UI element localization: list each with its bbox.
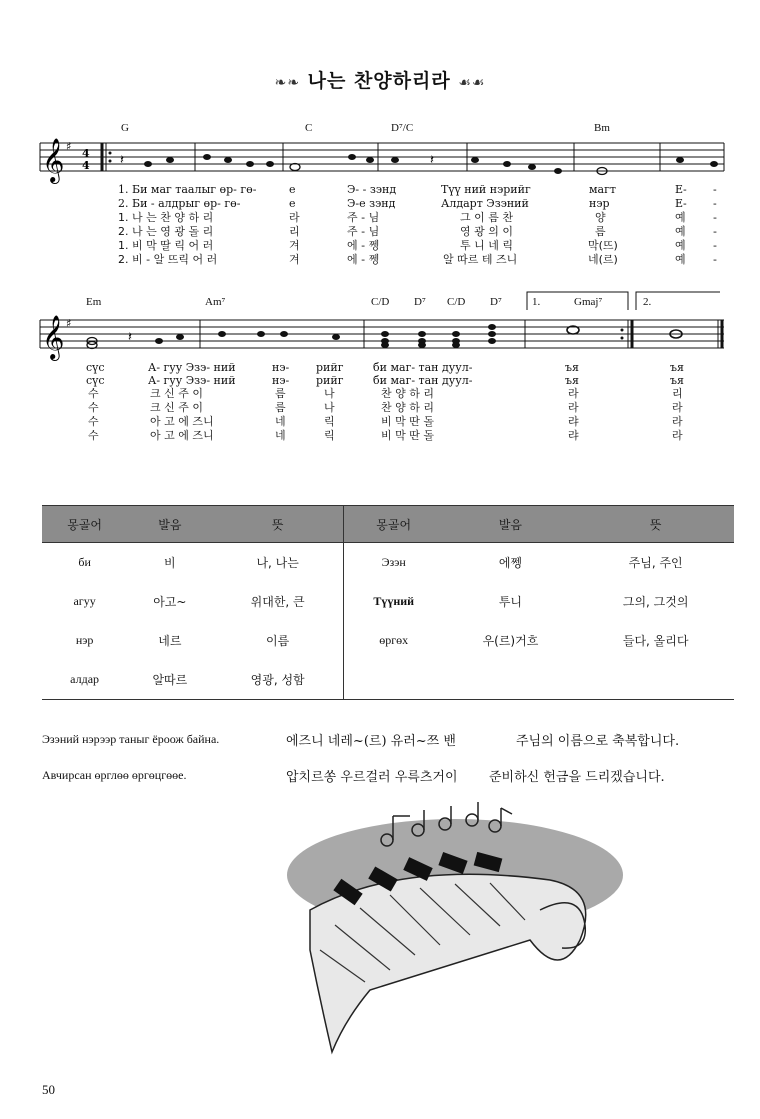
- ending-2-label: 2.: [643, 296, 652, 308]
- lyric-text: би маг- тан дуул-: [373, 374, 473, 387]
- table-row: [42, 621, 734, 660]
- chord-label: D⁷: [490, 296, 502, 308]
- table-cell: 주님, 주인: [628, 556, 683, 570]
- lyric-text: сүс: [86, 374, 105, 387]
- ending-1-label: 1.: [532, 296, 541, 308]
- lyric-text: 주 - 님: [347, 211, 380, 224]
- sentence-pronunciation: 압치르쏭 우르걸러 우륵츠거이: [286, 770, 458, 785]
- chord-label: Em: [86, 296, 102, 308]
- chord-label: D⁷: [414, 296, 426, 308]
- lyric-text: 릭: [324, 429, 335, 442]
- lyric-text: 네: [275, 415, 286, 428]
- lyric-verse-row: [0, 401, 760, 414]
- lyric-text: 크 신 주 이: [150, 401, 203, 414]
- lyric-text: 아 고 에 즈니: [150, 415, 214, 428]
- lyric-text: 겨: [289, 239, 300, 252]
- lyric-text: 나: [324, 401, 335, 414]
- lyric-text: 수: [88, 415, 99, 428]
- lyric-text: 라: [672, 429, 683, 442]
- chord-label: C/D: [371, 296, 390, 308]
- table-cell: 알따르: [127, 660, 212, 700]
- title-text: 나는 찬양하리라: [307, 70, 451, 92]
- lyric-verse-row: [0, 429, 760, 442]
- svg-text:4: 4: [82, 147, 90, 160]
- lyric-text: -: [713, 183, 717, 196]
- lyric-text: -: [713, 197, 717, 210]
- vocabulary-table: [42, 505, 734, 700]
- lyric-text: 1. 비 막 딸 릭 어 러: [118, 239, 214, 252]
- lyric-text: 찬 양 하 리: [381, 387, 434, 400]
- column-header: 발음: [444, 506, 578, 543]
- lyric-text: е: [289, 183, 296, 196]
- sentence-mongolian: Авчирсан өрглөө өргөцгөөе.: [42, 768, 187, 782]
- lyric-text: 아 고 에 즈니: [150, 429, 214, 442]
- lyric-text: ъя: [670, 374, 684, 387]
- lyric-verse-row: [0, 374, 760, 387]
- lyric-text: Алдарт Эзэний: [441, 197, 529, 210]
- lyric-text: 겨: [289, 253, 300, 266]
- lyric-text: 영 광 의 이: [460, 225, 513, 238]
- lyric-text: 름: [275, 401, 286, 414]
- table-cell: [577, 660, 734, 700]
- svg-text:𝄽: 𝄽: [120, 153, 124, 168]
- table-cell: 네르: [158, 634, 182, 648]
- svg-text:♯: ♯: [66, 317, 72, 330]
- lyric-text: магт: [589, 183, 616, 196]
- table-cell: Эзэн: [343, 543, 443, 583]
- sentence-pronunciation: 에즈니 네레~(르) 유러~쯔 밴: [286, 734, 456, 749]
- lyric-text: 양: [595, 211, 606, 224]
- lyric-text: 라: [289, 211, 300, 224]
- lyric-text: 그 이 름 찬: [460, 211, 513, 224]
- table-cell: 그의, 그것의: [622, 595, 689, 609]
- lyric-text: ъя: [565, 361, 579, 374]
- table-cell: 영광, 성함: [212, 660, 343, 700]
- lyric-text: ъя: [565, 374, 579, 387]
- lyric-verse-row: [0, 225, 760, 238]
- table-cell: 이름: [266, 634, 290, 648]
- lyric-text: е: [289, 197, 296, 210]
- lyric-text: 비 막 딴 돌: [381, 429, 434, 442]
- lyric-text: 2. 비 - 알 뜨릭 어 러: [118, 253, 218, 266]
- svg-text:𝄽: 𝄽: [430, 153, 434, 168]
- lyric-verse-row: [0, 361, 760, 374]
- chord-label: D⁷/C: [391, 122, 414, 134]
- lyric-text: Түү ний нэрийг: [441, 183, 531, 196]
- lyric-text: 라: [568, 401, 579, 414]
- column-header: 뜻: [577, 506, 734, 543]
- lyric-text: Э- - зэнд: [347, 183, 397, 196]
- lyric-text: 랴: [568, 429, 579, 442]
- table-cell: 우(르)거흐: [482, 634, 539, 648]
- lyric-verse-row: [0, 387, 760, 400]
- lyric-text: 수: [88, 429, 99, 442]
- lyric-text: Е-: [675, 183, 687, 196]
- lyric-text: 릭: [324, 415, 335, 428]
- sentence-korean: 주님의 이름으로 축복합니다.: [516, 734, 680, 749]
- lyric-text: 비 막 딴 돌: [381, 415, 434, 428]
- svg-text:𝄞: 𝄞: [42, 138, 65, 182]
- lyric-text: -: [713, 225, 717, 238]
- table-cell: 나, 나는: [256, 556, 299, 570]
- table-header-row: [42, 506, 734, 543]
- lyric-text: 예: [675, 239, 686, 252]
- chord-label: C/D: [447, 296, 466, 308]
- lyric-text: А- гуу Эзэ- ний: [148, 361, 236, 374]
- table-cell: 위대한, 큰: [250, 595, 305, 609]
- lyric-text: 막(뜨): [588, 239, 618, 252]
- example-sentence-2: [42, 768, 186, 783]
- table-cell: 투니: [498, 595, 523, 609]
- lyric-text: 1. 나 는 찬 양 하 리: [118, 211, 214, 224]
- lyric-text: 찬 양 하 리: [381, 401, 434, 414]
- svg-text:♯: ♯: [66, 140, 72, 153]
- lyric-text: А- гуу Эзэ- ний: [148, 374, 236, 387]
- staff-line-2: [0, 288, 760, 368]
- page-number: 50: [42, 1082, 55, 1097]
- lyric-text: 네: [275, 429, 286, 442]
- lyric-text: 라: [672, 401, 683, 414]
- table-cell: алдар: [42, 660, 127, 700]
- lyric-verse-row: [0, 211, 760, 224]
- lyric-text: 예: [675, 253, 686, 266]
- lyric-text: 1. Би маг таалыг өр- гө-: [118, 183, 257, 196]
- table-cell: [444, 660, 578, 700]
- column-header: 몽골어: [343, 506, 443, 543]
- table-cell: 들다, 올리다: [622, 634, 689, 648]
- svg-text:𝄽: 𝄽: [128, 330, 132, 345]
- lyric-text: би маг- тан дуул-: [373, 361, 473, 374]
- lyric-verse-row: [0, 239, 760, 252]
- lyric-verse-row: [0, 183, 760, 196]
- piano-keys-illustration: [250, 800, 630, 1060]
- chord-label: C: [305, 122, 313, 134]
- lyric-text: сүс: [86, 361, 105, 374]
- lyric-text: 라: [568, 387, 579, 400]
- chord-label: Gmaj⁷: [574, 296, 603, 308]
- lyric-text: 수: [88, 387, 99, 400]
- lyric-text: Е-: [675, 197, 687, 210]
- chord-label: G: [121, 122, 129, 134]
- example-sentence-1: [42, 732, 219, 747]
- lyric-text: 나: [324, 387, 335, 400]
- lyric-verse-row: [0, 197, 760, 210]
- lyric-text: нэ-: [272, 361, 290, 374]
- lyric-text: 랴: [568, 415, 579, 428]
- table-cell: Түүний: [343, 582, 443, 621]
- lyric-text: 름: [275, 387, 286, 400]
- lyric-text: 에 - 쩽: [347, 239, 380, 252]
- table-row: [42, 582, 734, 621]
- lyric-text: 수: [88, 401, 99, 414]
- lyric-text: ъя: [670, 361, 684, 374]
- music-staff: [0, 288, 760, 368]
- table-cell: би: [78, 555, 91, 569]
- lyric-text: -: [713, 239, 717, 252]
- sentence-mongolian: Эзэний нэрээр таныг ёроож байна.: [42, 732, 220, 746]
- table-row: [42, 543, 734, 583]
- lyric-text: 라: [672, 415, 683, 428]
- column-header: 몽골어: [42, 506, 127, 543]
- lyric-text: нэ-: [272, 374, 290, 387]
- lyric-text: 에 - 쩽: [347, 253, 380, 266]
- table-cell: 비: [164, 556, 176, 570]
- lyric-text: рийг: [316, 361, 344, 374]
- lyric-text: 예: [675, 225, 686, 238]
- sentence-korean: 준비하신 헌금을 드리겠습니다.: [489, 770, 665, 785]
- lyric-text: 크 신 주 이: [150, 387, 203, 400]
- table-cell: [343, 660, 443, 700]
- lyric-text: рийг: [316, 374, 344, 387]
- table-cell: 에쩽: [498, 556, 523, 570]
- table-cell: 아고~: [153, 595, 187, 609]
- column-header: 발음: [127, 506, 212, 543]
- leaf-ornament-icon: ☙☙: [458, 75, 486, 91]
- lyric-text: 2. Би - алдрыг өр- гө-: [118, 197, 241, 210]
- table-cell: өргөх: [343, 621, 443, 660]
- song-title: [0, 66, 760, 93]
- table-cell: агуу: [73, 594, 96, 608]
- svg-text:4: 4: [82, 159, 90, 172]
- lyric-text: 리: [672, 387, 683, 400]
- lyric-text: 알 따르 테 즈니: [443, 253, 518, 266]
- column-header: 뜻: [212, 506, 343, 543]
- lyric-text: нэр: [589, 197, 610, 210]
- lyric-text: 름: [595, 225, 606, 238]
- leaf-ornament-icon: ❧❧: [274, 75, 300, 91]
- lyric-text: 주 - 님: [347, 225, 380, 238]
- lyric-verse-row: [0, 415, 760, 428]
- lyric-text: 리: [289, 225, 300, 238]
- svg-text:𝄞: 𝄞: [42, 315, 65, 359]
- lyric-text: 예: [675, 211, 686, 224]
- lyric-verse-row: [0, 253, 760, 266]
- lyric-text: Э-е зэнд: [347, 197, 396, 210]
- chord-label: Am⁷: [205, 296, 226, 308]
- lyric-text: -: [713, 253, 717, 266]
- table-row: [42, 660, 734, 700]
- lyric-text: 네(르): [588, 253, 618, 266]
- table-cell: нэр: [75, 633, 94, 647]
- lyric-text: 투 니 네 릭: [460, 239, 513, 252]
- lyric-text: 2. 나 는 영 광 돌 리: [118, 225, 214, 238]
- chord-label: Bm: [594, 122, 610, 134]
- lyric-text: -: [713, 211, 717, 224]
